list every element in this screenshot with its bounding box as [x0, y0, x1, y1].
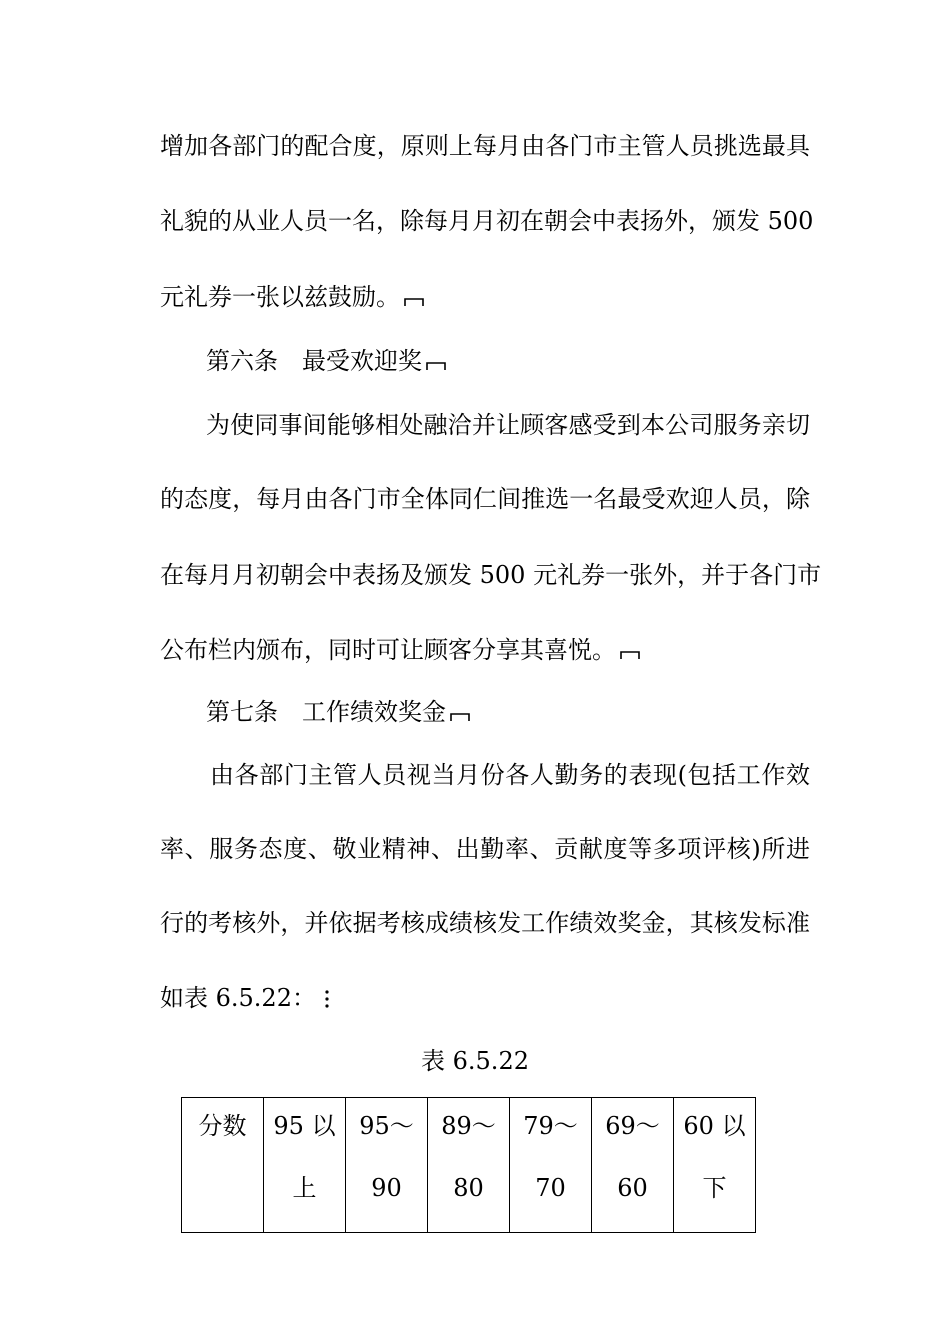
table-cell — [346, 1098, 428, 1233]
paragraph-mark-icon — [620, 648, 640, 660]
paragraph-mark-icon — [426, 359, 446, 371]
cell-text-bottom: 70 — [535, 1174, 566, 1202]
article-heading-text: 第七条 工作绩效奖金 — [206, 698, 446, 726]
cell-text-top: 89～ — [441, 1112, 496, 1140]
score-table — [181, 1097, 756, 1233]
body-text: 元礼券一张以兹鼓励。 — [160, 283, 400, 311]
cell-text-bottom — [182, 1173, 263, 1203]
cell-text-bottom: 上 — [292, 1174, 317, 1202]
cell-text-top: 95 以 — [273, 1112, 336, 1140]
cell-text-bottom: 90 — [371, 1174, 402, 1202]
table-cell — [592, 1098, 674, 1233]
body-text-line-end — [160, 983, 810, 1013]
paragraph-mark-icon — [404, 295, 424, 307]
table-cell — [674, 1098, 756, 1233]
table-cell — [182, 1098, 264, 1233]
body-text-line: 在每月月初朝会中表扬及颁发 500 元礼券一张外，并于各门市 — [160, 561, 822, 589]
cell-text-top: 95～ — [359, 1112, 414, 1140]
paragraph-mark-icon — [450, 710, 470, 722]
body-text-line: 为使同事间能够相处融洽并让顾客感受到本公司服务亲切 — [206, 411, 810, 439]
body-text: 公布栏内颁布，同时可让顾客分享其喜悦。 — [160, 636, 616, 664]
body-text-line: 由各部门主管人员视当月份各人勤务的表现(包括工作效 — [210, 761, 810, 789]
table-caption: 表 6.5.22 — [421, 1047, 529, 1075]
vertical-ellipsis-icon — [322, 988, 332, 1010]
body-text-line: 率、服务态度、敬业精神、出勤率、贡献度等多项评核)所进 — [160, 835, 810, 863]
article-heading-text: 第六条 最受欢迎奖 — [206, 347, 422, 375]
cell-text-bottom: 80 — [453, 1174, 484, 1202]
cell-text-bottom: 下 — [702, 1174, 727, 1202]
body-text-line-end — [160, 282, 810, 312]
cell-text-bottom: 60 — [617, 1174, 648, 1202]
body-text-line: 行的考核外，并依据考核成绩核发工作绩效奖金，其核发标准 — [160, 909, 810, 937]
table-cell — [428, 1098, 510, 1233]
cell-text-top: 69～ — [605, 1112, 660, 1140]
cell-text-top: 60 以 — [683, 1112, 746, 1140]
article-heading — [206, 697, 856, 727]
cell-text-top: 79～ — [523, 1112, 578, 1140]
body-text-line-end — [160, 635, 810, 665]
table-cell — [264, 1098, 346, 1233]
article-heading — [206, 346, 856, 376]
body-text: 如表 6.5.22： — [160, 984, 316, 1012]
body-text-line: 礼貌的从业人员一名，除每月月初在朝会中表扬外，颁发 500 — [160, 207, 814, 235]
table-row — [182, 1098, 756, 1233]
body-text-line: 增加各部门的配合度，原则上每月由各门市主管人员挑选最具 — [160, 132, 810, 160]
body-text-line: 的态度，每月由各门市全体同仁间推选一名最受欢迎人员，除 — [160, 485, 810, 513]
table-cell — [510, 1098, 592, 1233]
cell-text-top: 分数 — [198, 1112, 247, 1140]
